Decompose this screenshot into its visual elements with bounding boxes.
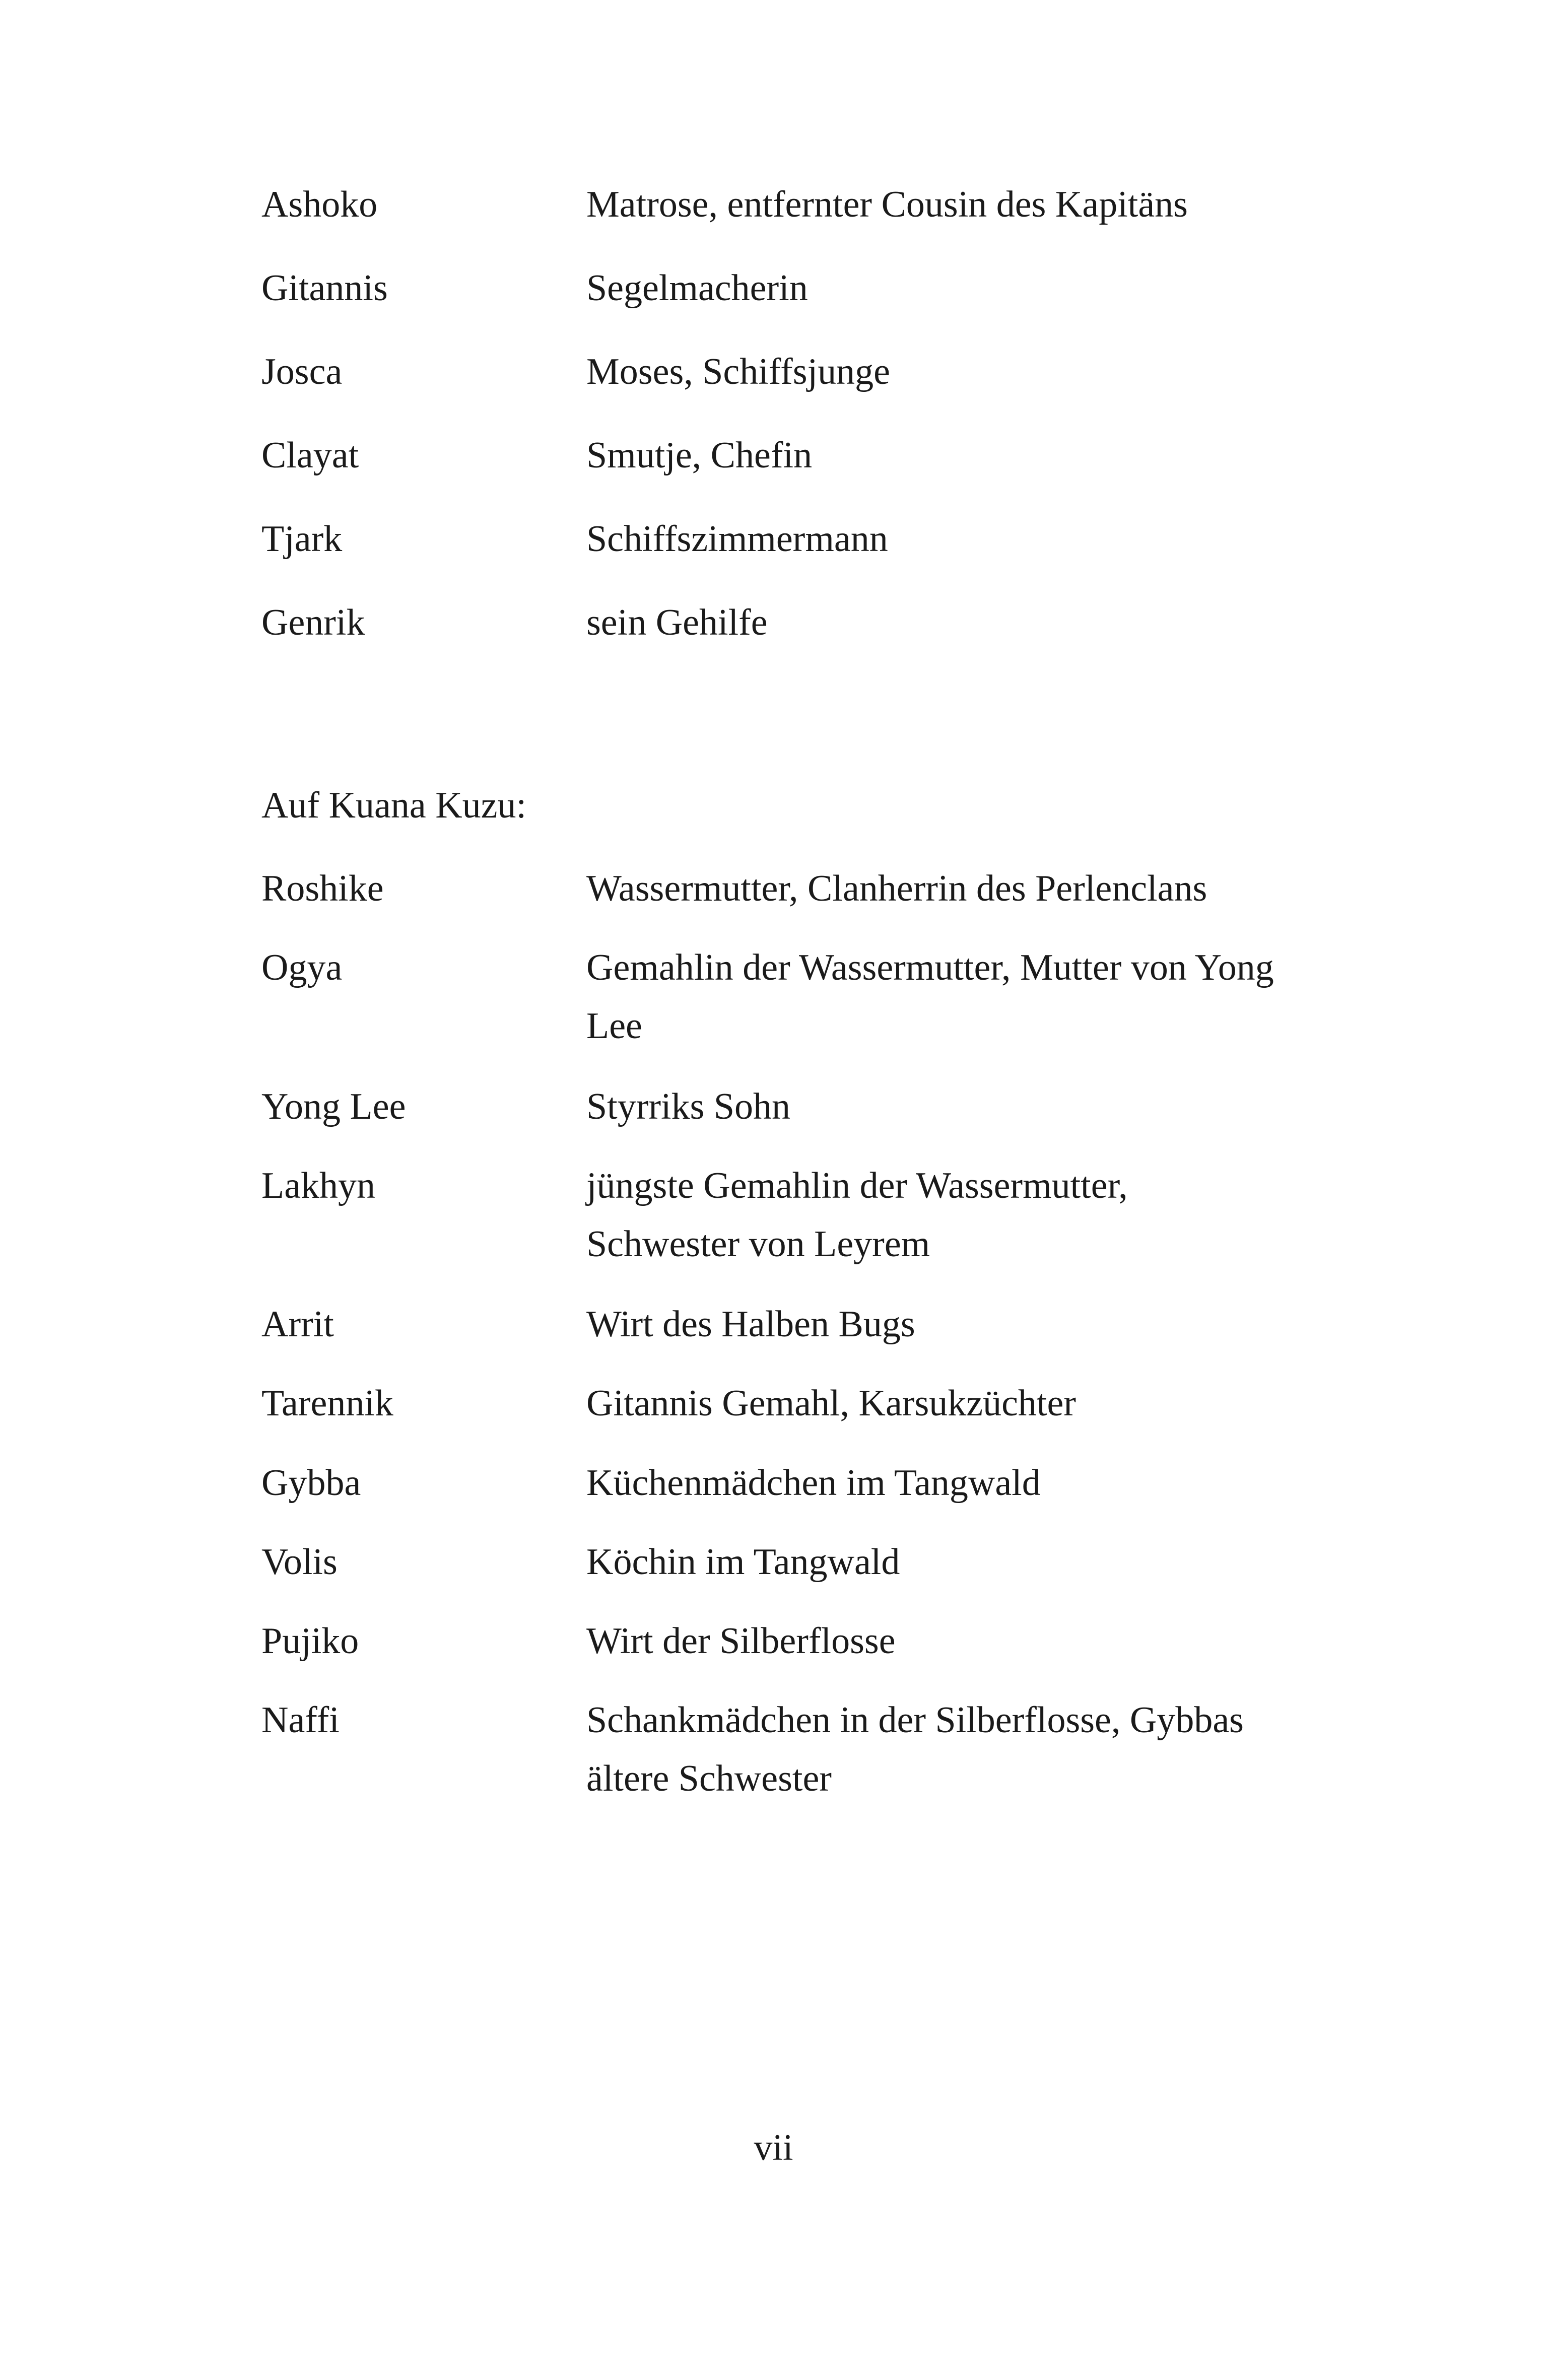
page-number: vii (754, 2127, 793, 2168)
character-entry (261, 1374, 1370, 1433)
role-line: Schwester von Leyrem (586, 1223, 930, 1265)
character-name: Ashoko (261, 184, 378, 225)
character-name: Ogya (261, 947, 343, 988)
character-role: Smutje, Chefin (586, 435, 813, 476)
character-entry (261, 938, 1370, 1055)
role-line: Styrriks Sohn (586, 1086, 791, 1127)
character-name: Tjark (261, 518, 343, 560)
character-role (586, 859, 1370, 918)
character-name: Arrit (261, 1304, 334, 1345)
character-role: sein Gehilfe (586, 602, 768, 643)
character-entry (261, 1691, 1370, 1808)
character-role (586, 1612, 1370, 1670)
character-name: Yong Lee (261, 1086, 406, 1127)
role-line: ältere Schwester (586, 1758, 832, 1799)
character-role: Schiffszimmermann (586, 518, 888, 560)
character-role (586, 1374, 1370, 1433)
character-entry (261, 426, 1370, 485)
role-line: Köchin im Tangwald (586, 1541, 900, 1583)
role-line: Gemahlin der Wassermutter, Mutter von Yong (586, 947, 1274, 988)
character-name: Pujiko (261, 1620, 359, 1662)
character-name: Lakhyn (261, 1165, 376, 1206)
character-role (586, 1454, 1370, 1512)
character-role (586, 1157, 1370, 1273)
character-entry (261, 1533, 1370, 1591)
character-role (586, 1077, 1370, 1136)
character-entry (261, 510, 1370, 568)
role-line: Küchenmädchen im Tangwald (586, 1462, 1041, 1504)
character-name: Clayat (261, 435, 359, 476)
character-role (586, 938, 1370, 1055)
character-entry (261, 343, 1370, 401)
character-entry (261, 175, 1370, 234)
character-name: Volis (261, 1541, 338, 1583)
role-line: Gitannis Gemahl, Karsukzüchter (586, 1383, 1076, 1424)
section-heading: Auf Kuana Kuzu: (261, 785, 527, 826)
role-line: Wassermutter, Clanherrin des Perlenclans (586, 868, 1207, 909)
character-name: Gybba (261, 1462, 361, 1504)
character-name: Josca (261, 351, 343, 392)
character-entry (261, 593, 1370, 652)
character-name: Genrik (261, 602, 365, 643)
character-entry (261, 1157, 1370, 1273)
role-line: jüngste Gemahlin der Wassermutter, (586, 1165, 1128, 1206)
character-role: Moses, Schiffsjunge (586, 351, 890, 392)
character-role (586, 1691, 1370, 1808)
character-role (586, 1533, 1370, 1591)
character-role (586, 1295, 1370, 1353)
character-role: Segelmacherin (586, 267, 808, 309)
role-line: Wirt des Halben Bugs (586, 1304, 915, 1345)
character-entry (261, 859, 1370, 918)
character-entry (261, 259, 1370, 317)
character-entry (261, 1295, 1370, 1353)
character-name: Tarennik (261, 1383, 393, 1424)
character-name: Naffi (261, 1699, 340, 1741)
role-line: Lee (586, 1005, 642, 1047)
role-line: Wirt der Silberflosse (586, 1620, 896, 1662)
character-name: Roshike (261, 868, 384, 909)
character-name: Gitannis (261, 267, 388, 309)
character-entry (261, 1612, 1370, 1670)
character-entry (261, 1077, 1370, 1136)
character-role: Matrose, entfernter Cousin des Kapitäns (586, 184, 1188, 225)
role-line: Schankmädchen in der Silberflosse, Gybbas (586, 1699, 1244, 1741)
character-entry (261, 1454, 1370, 1512)
